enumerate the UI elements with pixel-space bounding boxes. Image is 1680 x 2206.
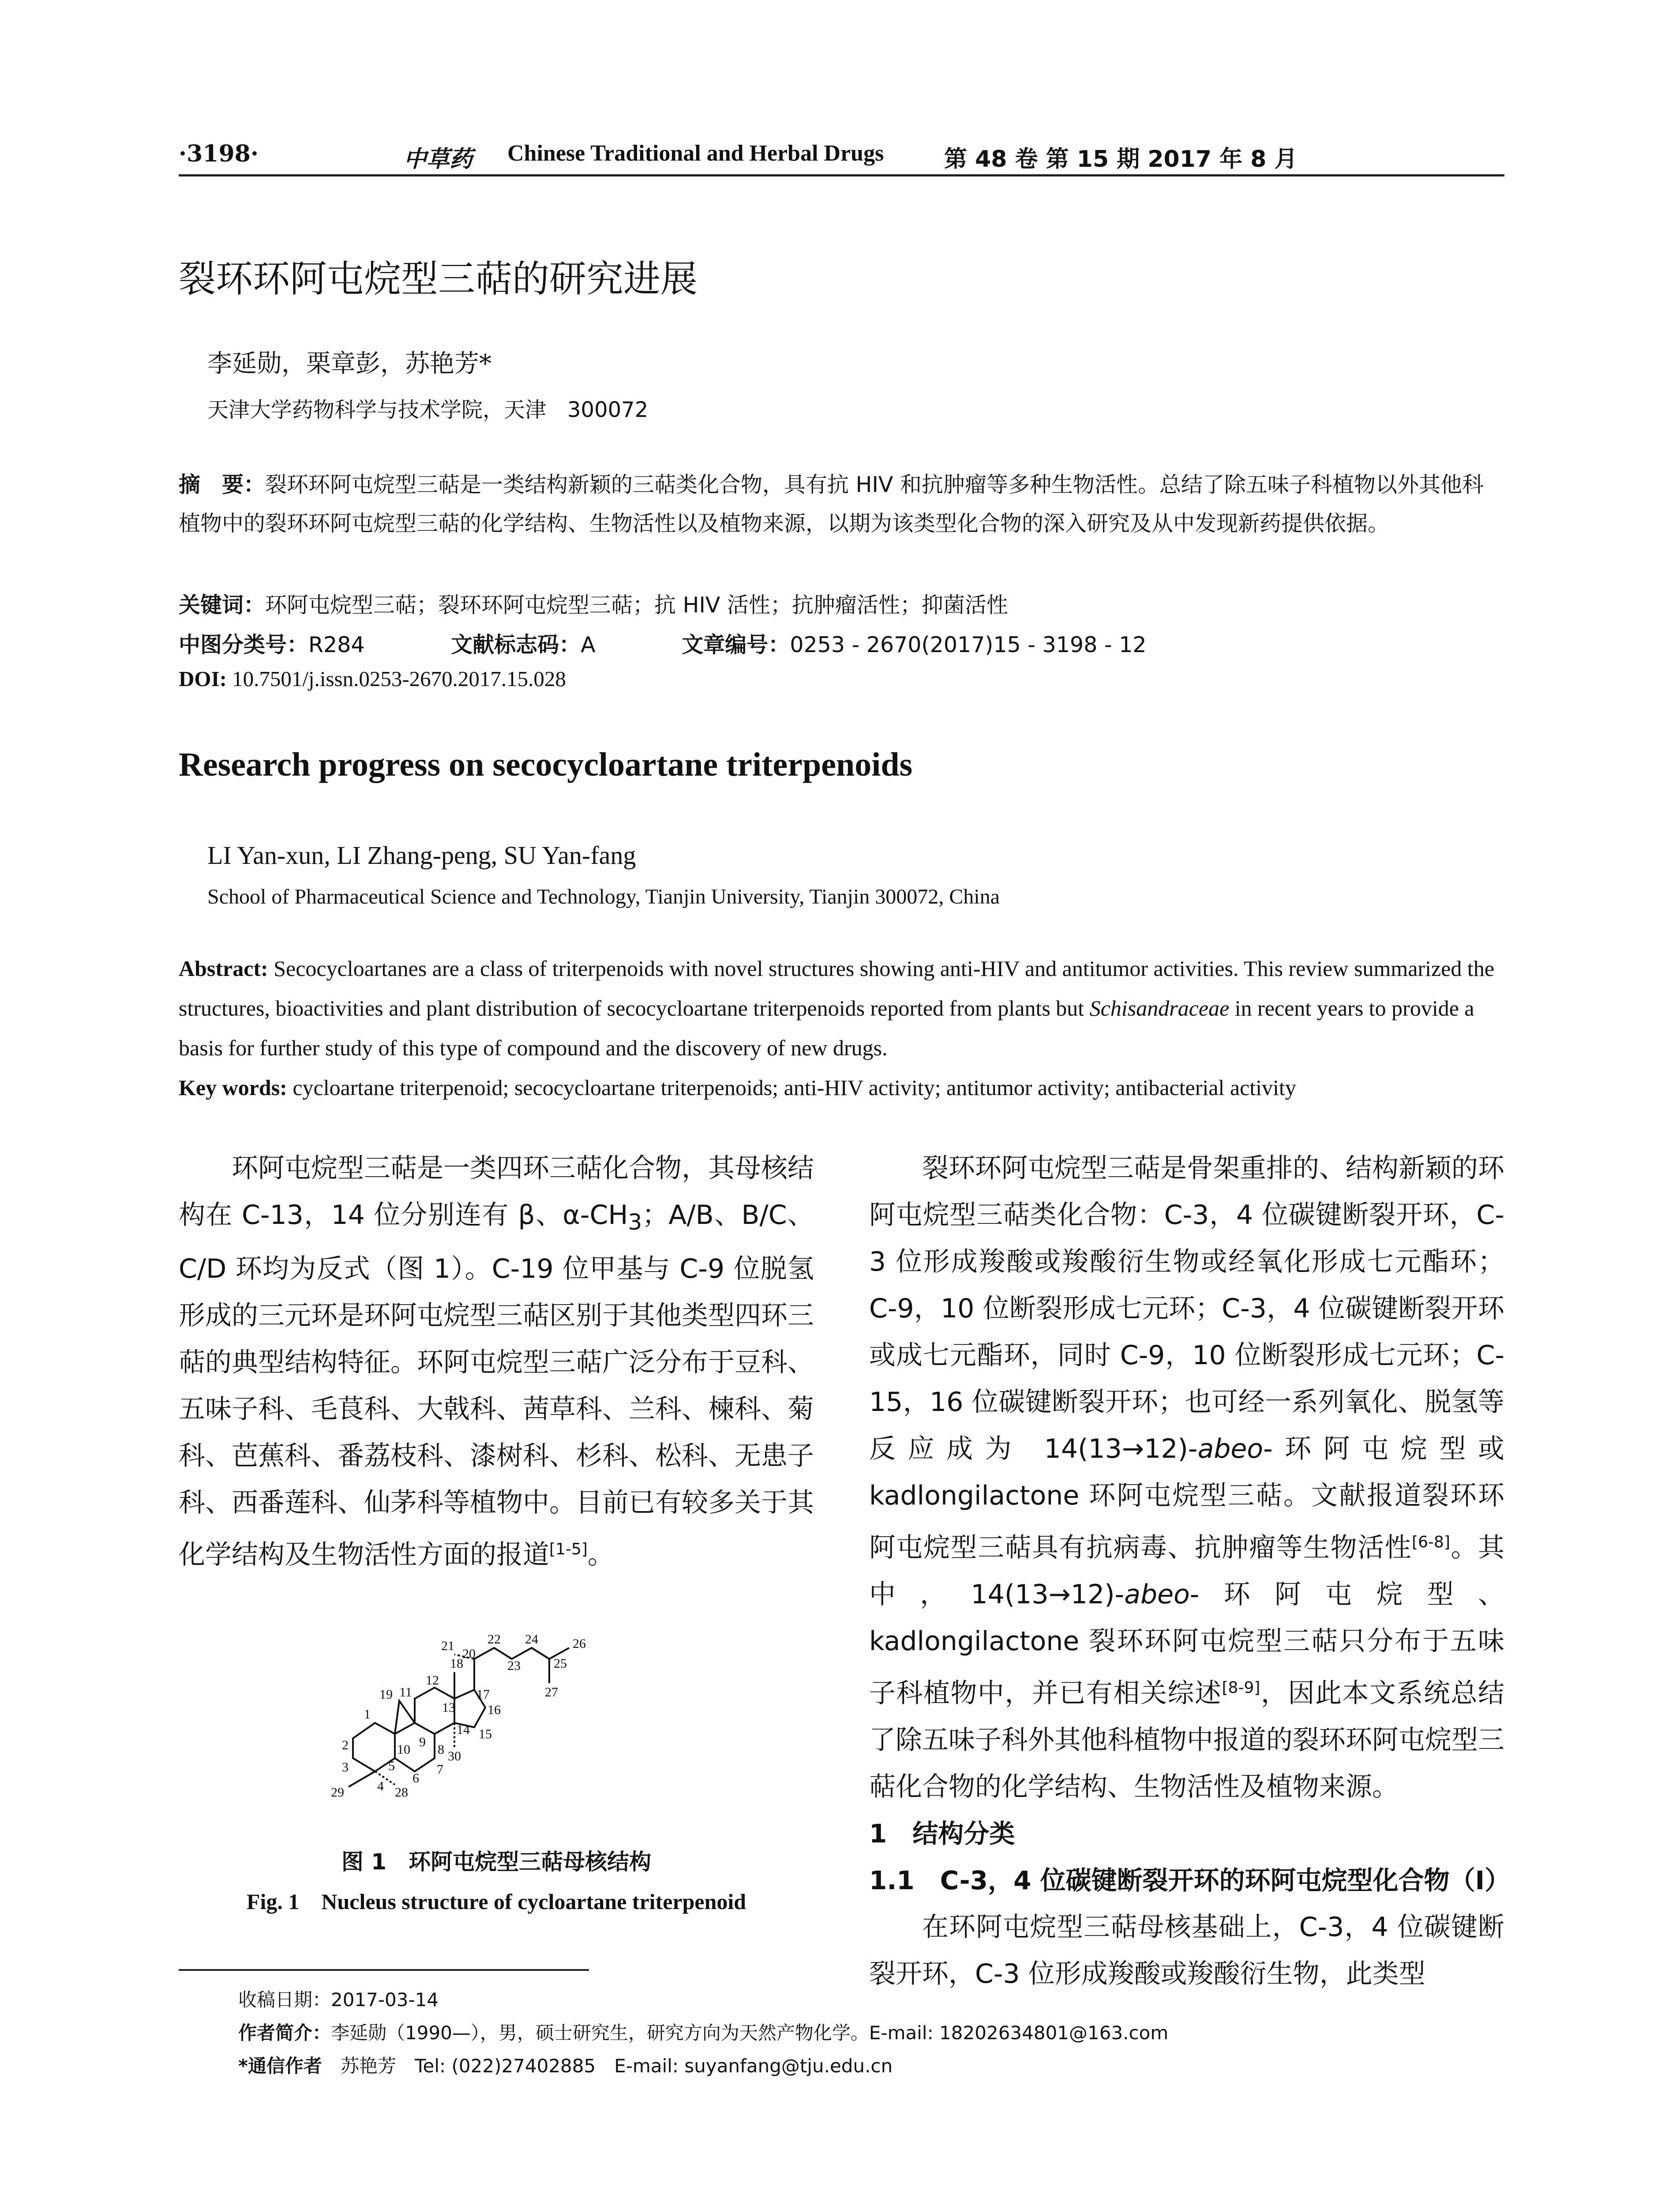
abstract-en-label: Abstract: [179,956,268,981]
keywords-en-label: Key words: [179,1075,287,1100]
atom-label: 17 [476,1687,490,1702]
journal-name-cn: 中草药 [404,146,473,173]
atom-label: 6 [412,1771,419,1786]
right-paragraph-2: 在环阿屯烷型三萜母核基础上，C-3，4 位碳键断裂开环，C-3 位形成羧酸或羧酸衍生物，此类型 [869,1912,1504,1989]
affiliation-en: School of Pharmaceutical Science and Technology, Tianjin University, Tianjin 300072, China [207,885,1000,908]
keywords-cn [179,588,1008,619]
abstract-en [179,949,1504,1068]
footnote-bio [238,2018,1168,2045]
classification-line [179,628,1147,659]
atom-label: 4 [377,1779,384,1793]
atom-label: 18 [450,1656,463,1671]
right-p1-abeo: abeo [1197,1433,1264,1464]
footnote-bio-text: 李延勋（1990—），男，硕士研究生，研究方向为天然产物化学。E-mail: 18202634801@163.com [331,2022,1169,2044]
section-heading-1-1: 1.1 C-3，4 位碳键断裂开环的环阿屯烷型化合物（I） [869,1865,1511,1895]
figure-caption-cn: 图 1 环阿屯烷型三萜母核结构 [341,1849,652,1875]
right-p1-ref[interactable]: [6-8] [1412,1533,1450,1551]
atom-label: 2 [342,1738,349,1752]
footnote-corr-label: *通信作者 [238,2055,322,2077]
footnote-received: 收稿日期：2017-03-14 [238,1989,439,2011]
clc-value: R284 [308,632,365,657]
left-p1-b: ；A/B、B/C、C/D 环均为反式（图 1）。C-19 位甲基与 C-9 位脱氢形成的三元环是环阿屯烷型三萜区别于其他类型四环三萜的典型结构特征。环阿屯烷型三萜广泛分布于豆科、五味子科、毛茛科、大戟科、茜草科、兰科、楝科、菊科、芭蕉科、番荔枝科、漆树科、杉科、松科、无患子科、西番莲科、仙茅科等植物中。目前已有较多关于其化学结构及生物活性方面的报道 [179,1200,814,1570]
right-p1-e: ，因此本文系统总结了除五味子科外其他科植物中报道的裂环环阿屯烷型三萜化合物的化学结构、生物活性及植物来源。 [869,1678,1505,1802]
footnote-corresponding [238,2052,892,2078]
atom-label: 19 [379,1687,393,1702]
right-paragraph-1 [869,1145,1504,1810]
atom-label: 29 [331,1785,344,1800]
atom-label: 13 [442,1700,455,1715]
footnote-corr-text: 苏艳芳 Tel: (022)27402885 E-mail: suyanfang@tju.edu.cn [340,2055,893,2077]
section-heading-1: 1 结构分类 [869,1819,1015,1849]
left-column [179,1145,814,1578]
doi-value[interactable]: 10.7501/j.issn.0253-2670.2017.15.028 [232,667,566,691]
title-en: Research progress on secocycloartane triterpenoids [179,746,913,783]
keywords-cn-label: 关键词： [179,593,266,618]
atom-label: 7 [437,1762,443,1777]
doi-label: DOI: [179,667,227,691]
keywords-en-text: cycloartane triterpenoid; secocycloartane triterpenoids; anti-HIV activity; antitumor activity; antibacterial activity [292,1075,1296,1100]
left-p1-ref[interactable]: [1-5] [549,1540,588,1558]
abstract-cn-label: 摘 要： [179,472,266,497]
affiliation-cn: 天津大学药物科学与技术学院，天津 300072 [207,398,649,422]
atom-label: 27 [545,1685,558,1700]
article-value: 0253 - 2670(2017)15 - 3198 - 12 [790,632,1147,657]
doc-value: A [581,632,596,657]
abstract-cn-text: 裂环环阿屯烷型三萜是一类结构新颖的三萜类化合物，具有抗 HIV 和抗肿瘤等多种生物活性。总结了除五味子科植物以外其他科植物中的裂环环阿屯烷型三萜的化学结构、生物活性以及植物来源，以期为该类型化合物的深入研究及从中发现新药提供依据。 [179,472,1484,536]
atom-label: 26 [573,1636,586,1651]
atom-label: 15 [479,1727,492,1741]
right-p1-ref2[interactable]: [8-9] [1222,1679,1260,1697]
atom-label: 8 [438,1742,444,1757]
abstract-en-text-a: Secocycloartanes are a class of triterpenoids with novel structures showing anti-HIV and antitumor activities. This review summarized the structures, bioactivities and plant distribution of secocycloartane triterpenoids reported from plants but [179,956,1495,1020]
right-p1-b: -环阿屯烷型或 kadlongilactone 环阿屯烷型三萜。文献报道裂环环阿屯烷型三萜具有抗病毒、抗肿瘤等生物活性 [869,1433,1505,1563]
right-p1-c: 。其中，14(13→12)- [869,1532,1505,1610]
running-header [179,140,1504,173]
issue-info: 第 48 卷 第 15 期 2017 年 8 月 [944,146,1298,173]
doc-label: 文献标志码： [451,632,581,657]
right-p1-a: 裂环环阿屯烷型三萜是骨架重排的、结构新颖的环阿屯烷型三萜类化合物：C-3，4 位碳键断裂开环，C-3 位形成羧酸或羧酸衍生物或经氧化形成七元酯环；C-9，10 位断裂形成七元环；C-3，4 位碳键断裂开环或成七元酯环，同时 C-9，10 位断裂形成七元环；C-15，16 位碳键断裂开环；也可经一系列氧化、脱氢等反应成为 14(13→12)- [869,1153,1504,1464]
doi-line [179,666,566,691]
footnote-rule [179,1969,589,1971]
keywords-en [179,1068,1504,1107]
right-p1-d: -环阿屯烷型、kadlongilactone 裂环环阿屯烷型三萜只分布于五味子科植物中，并已有相关综述 [869,1579,1504,1709]
left-paragraph-1 [179,1145,814,1578]
authors-en: LI Yan-xun, LI Zhang-peng, SU Yan-fang [207,841,636,870]
atom-label: 30 [448,1749,461,1763]
atom-label: 3 [342,1760,349,1775]
right-column [869,1145,1511,1997]
left-p1-a: 环阿屯烷型三萜是一类四环三萜化合物，其母核结构在 C-13，14 位分别连有 β、α-CH [179,1153,814,1231]
atom-label: 25 [554,1656,567,1671]
atom-label: 23 [507,1658,521,1673]
page-number: ·3198· [179,140,259,167]
atom-label: 10 [397,1742,410,1757]
atom-label: 12 [426,1673,439,1688]
atom-label: 16 [488,1703,501,1717]
abstract-en-text-b: in recent years to provide a basis for further study of this type of compound and the discovery of new drugs. [179,996,1474,1060]
header-rule [179,174,1504,176]
clc-label: 中图分类号： [179,632,309,657]
left-p1-sub: 3 [628,1209,642,1235]
left-p1-end: 。 [587,1539,614,1570]
atom-label: 9 [419,1735,426,1749]
atom-label: 11 [399,1685,412,1700]
article-label: 文章编号： [682,632,790,657]
atom-label: 20 [462,1647,476,1661]
title-cn: 裂环环阿屯烷型三萜的研究进展 [179,257,698,300]
abstract-cn [179,465,1504,543]
atom-label: 28 [395,1785,408,1800]
authors-cn: 李延勋，栗章彭，苏艳芳* [207,349,491,378]
atom-label: 5 [388,1759,395,1773]
abstract-en-italic: Schisandraceae [1089,996,1230,1020]
atom-label: 21 [441,1639,454,1653]
keywords-cn-text: 环阿屯烷型三萜；裂环环阿屯烷型三萜；抗 HIV 活性；抗肿瘤活性；抑菌活性 [265,593,1008,618]
footnote-bio-label: 作者简介： [238,2022,331,2044]
journal-name-en: Chinese Traditional and Herbal Drugs [507,141,884,166]
right-p1-abeo2: abeo [1124,1579,1190,1610]
atom-label: 22 [488,1632,501,1647]
atom-label: 1 [364,1707,371,1722]
cycloartane-structure-figure [300,1606,697,1835]
figure-caption-en: Fig. 1 Nucleus structure of cycloartane triterpenoid [246,1889,746,1914]
methyl-29 [349,1771,375,1787]
atom-label: 14 [457,1722,470,1737]
atom-label: 24 [525,1632,538,1647]
